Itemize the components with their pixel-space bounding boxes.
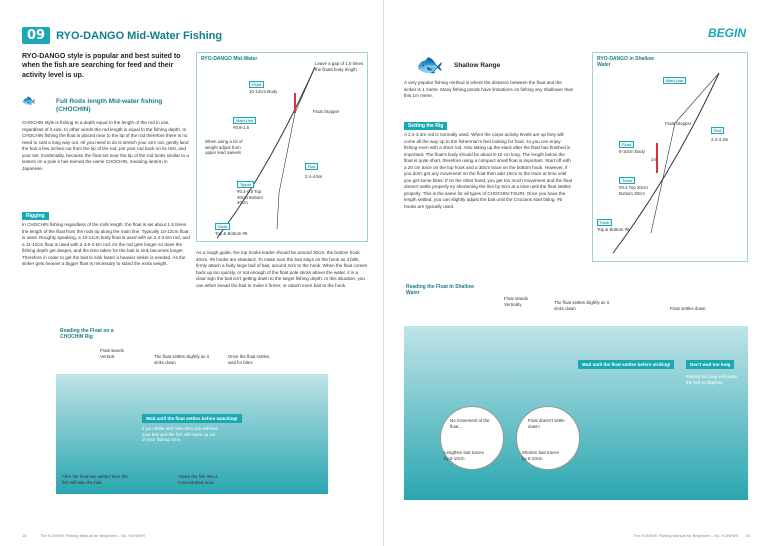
shallow-diagram-title: RYO-DANGO in Shallow Water (597, 56, 655, 69)
page-footer: The KONISHI Fishing Manual for Beginners - No. KONISHI (633, 533, 738, 538)
section-subhead: Full Rods length Mid-water fishing (CHOCHIN) (56, 98, 163, 113)
shallow-diagram (592, 52, 748, 262)
page-footer: The KONISHI Fishing Manual for Beginners - No. KONISHI (40, 533, 145, 538)
wait-note: If you strike and miss then you will lose your bait and the fish will move up out of your fishing zone. (142, 426, 218, 442)
rod-detail: 2.4-4.5m (305, 174, 323, 179)
rod-detail: 2.4-3.3m (711, 137, 729, 142)
stands-caption: Float stands Vertically (504, 296, 528, 307)
rod-label: Rod (711, 127, 724, 134)
dont-wait-banner: Don't wait too long (686, 360, 734, 369)
lead-paragraph: RYO-DANGO style is popular and best suited to when the fish are searching for feed and their activity level is up. (22, 53, 181, 79)
lengthen-note: Lengthen bait traces by 5-10cm (444, 450, 484, 461)
shallow-intro: A very popular fishing method is where the distance between the float and the sinker is 1 metre. Many fishing ponds have limitations on fishing any shallower than this 1m metre. (404, 80, 574, 99)
chapter-header (22, 27, 222, 44)
page-title: RYO-DANGO Mid-Water Fishing (56, 29, 223, 42)
depth-label: 1m (651, 157, 658, 162)
begin-logo: BEGIN (707, 26, 746, 40)
tippet-label: Tippet (237, 181, 254, 188)
weight-note: When using a lot of weight adjust from upper lead swivels (205, 139, 243, 155)
right-page (384, 0, 768, 546)
page-number: 19 (745, 533, 750, 538)
stopper-label: Float Stopper (665, 121, 692, 126)
trace-detail: #0.4 Top 20cm Bottom 30cm (619, 185, 648, 196)
bait-text: As a rough guide, the top hooks leader should be around 30cm, the bottom hook 40cm. #6 hooks are standard. To make sure the bait stays on the hook as it falls, firmly attach a fairly large ball of bait, around 2cm to the hook. When the float comes back up too quickly, or not enough of the float pole sticks above the water, it is a clear sign the bait isn't getting down to the target fishing depth. In this situation, you can either knead the bait to make it firmer, or attach more bait to the hook. (196, 250, 368, 288)
wait-banner: Wait until the float settles before watching! (142, 414, 242, 423)
rig-diagram (196, 52, 368, 242)
dont-wait-note: Waiting too long will cause the fish to disperse (686, 374, 738, 385)
chapter-number: 09 (22, 27, 50, 44)
hook-detail: Top & Bottom #6 (215, 231, 248, 236)
rigging-tag: Rigging (22, 212, 49, 220)
float-label: Float (619, 141, 634, 148)
stopper-label: Float Stopper (313, 109, 340, 114)
reading-panel (56, 326, 328, 494)
main-line-label: Main Line (663, 77, 686, 84)
rises-caption: The float settles slightly as it sinks down (554, 300, 609, 311)
page-number: 18 (22, 533, 27, 538)
main-line-label: Main Line (233, 117, 256, 124)
diagram-title: RYO-DANGO Mid-Water (201, 56, 258, 62)
intro-text: CHOCHIN style is fishing to a depth equal to the length of the rod in use, regardless of it size. In other words the rod length is equal to the fishing depth. In CHOCHIN fishing the float is placed near to the tip of the rod therefore there is no need to cast a long way out. All you need to do is stretch your arm out, gently land the bait a few inches out from the tip of the rod, put your rod back on its rest, and your set. Incidentally, because the float set near the tip of the rod looks similar to a lantern on a pole it has earned the name CHOCHIN, meaning lantern in Japanese. (22, 120, 189, 171)
float-detail: 8-10cm Body (619, 149, 645, 154)
shorten-note: Shorten bait traces by 5-10cm (522, 450, 559, 461)
stands-caption: Float stands Vertical (100, 348, 124, 359)
tippet-detail: #0.4-0.6 Top 30cm Bottom 40cm (237, 189, 263, 205)
fish-icon: 🐟 (416, 52, 444, 77)
rod-label: Rod (305, 163, 318, 170)
reading-title: Reading the Float on a CHOCHIN Rig (60, 328, 114, 340)
trace-label: Trace (619, 177, 635, 184)
once-caption: Once the float settles, wait for bites (228, 354, 271, 365)
fish-icon: 🐟 (22, 95, 36, 107)
hook-detail: Top & Bottom #5 (597, 227, 630, 232)
caption-attack: Attack the fish into a concentrated area. (178, 474, 218, 485)
float-label: Float (249, 81, 264, 88)
shallow-title: Shallow Range (454, 62, 501, 69)
rigging-text: In CHOCHIN fishing regardless of the rods length, the float is set about 1.5 times the length of the float from the rods tip along the main line. Typically 10-12cm float is used. Roughly speaking, a 10-11cm body float is used with an 2.4-3.6m rod, and a 11-12cm float is used with a 3.6-4.5m rod. As the rod gets longer so does the fishing depth get deeper, and the time taken for the bait to sink becomes longer. Therefore in order to get the bait to sink faster a heavier sinker is needed. As the sinker gets heavier a bigger float is necessary to stand the extra weight. (22, 222, 190, 267)
caption-settled: After the float has settled then the fish will take the bait. (62, 474, 128, 485)
shallow-reading-panel (404, 282, 748, 500)
shallow-reading-title: Reading the Float In Shallow Water (406, 284, 475, 296)
float-detail: 10-12cm Body (249, 89, 278, 94)
settles-caption: Float settles down (670, 306, 706, 311)
wait-banner: Wait until the float settles before striking! (578, 360, 674, 369)
rig-tag: Setting the Rig (404, 122, 447, 130)
not-settle-note: Float doesn't settle down! (528, 418, 565, 429)
no-movement-note: No movement of the float... (450, 418, 490, 429)
hook-label: Hook (215, 223, 230, 230)
main-line-detail: #0.8-1.5 (233, 125, 250, 130)
rises-caption: The float settles slightly as it sinks down (154, 354, 209, 365)
gap-note: Leave a gap of 1.5 times the floats body length (315, 61, 364, 72)
hook-label: Hook (597, 219, 612, 226)
rig-text: A 2.4-3.3m rod is normally used. When the carps activity levels are up they will come all the way up to the fisherman's feet looking for food, so you can enjoy fishing even with a short rod. Also taking up the slack after the float has finished is important. The float's body should be about 8-10 cm long. The length below the float is quite short, therefore using a compact small float is important. Start off with a 20 cm trace on the top hook and a 30cm trace on the bottom hook. However, if you don't get any movement on the float then add 10cm to the trace at time until you get some bites. If on the other hand, you get too much movement and the float doesn't settle properly try shortening the line by 5cm at a time until the float settles properly. This is the same for all types of CHOCHIN-TSURI. Once you have the length settled, you can slightly adjust the bait until the Crucians start biting. #5 hooks are typically used. (404, 132, 573, 209)
